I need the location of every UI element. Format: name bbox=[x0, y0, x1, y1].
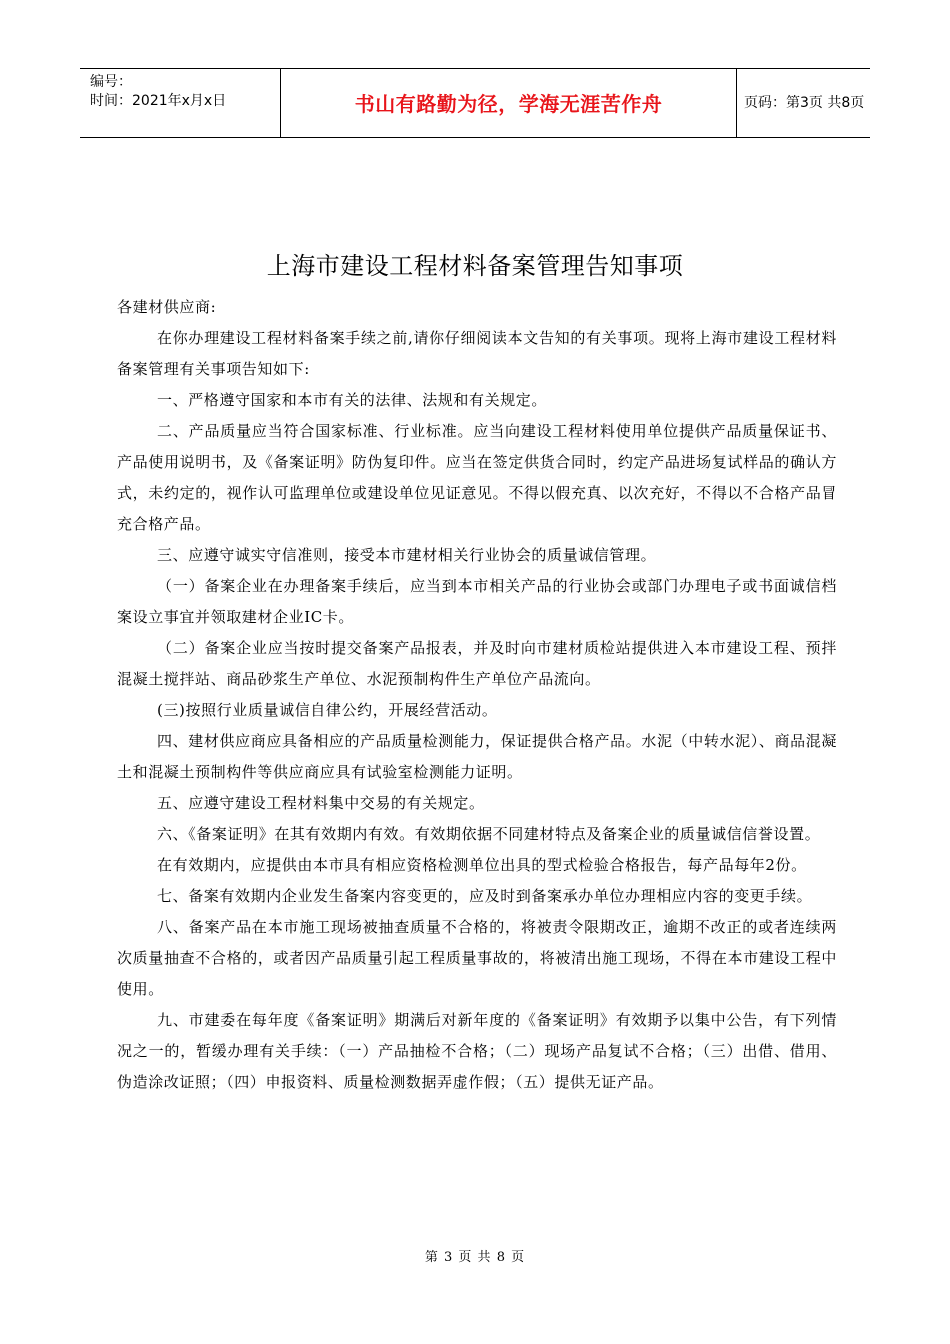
document-body bbox=[117, 292, 837, 1098]
paragraph-intro: 在你办理建设工程材料备案手续之前,请你仔细阅读本文告知的有关事项。现将上海市建设工程材料备案管理有关事项告知如下: bbox=[117, 329, 837, 378]
header-motto-cell bbox=[280, 69, 737, 137]
paragraph-item-3-1: （一）备案企业在办理备案手续后，应当到本市相关产品的行业协会或部门办理电子或书面诚信档案设立事宜并领取建材企业IC卡。 bbox=[117, 577, 837, 626]
document-time-label: 时间：2021年x月x日 bbox=[90, 93, 227, 109]
paragraph-item-6: 六、《备案证明》在其有效期内有效。有效期依据不同建材特点及备案企业的质量诚信信誉设置。 bbox=[157, 825, 821, 843]
salutation: 各建材供应商: bbox=[117, 298, 217, 316]
paragraph-item-5: 五、应遵守建设工程材料集中交易的有关规定。 bbox=[157, 794, 485, 812]
document-number-label: 编号： bbox=[90, 74, 132, 90]
paragraph-item-8: 八、备案产品在本市施工现场被抽查质量不合格的，将被责令限期改正，逾期不改正的或者连续两次质量抽查不合格的，或者因产品质量引起工程质量事故的，将被清出施工现场，不得在本市建设工程中使用。 bbox=[117, 918, 837, 998]
header-meta-cell bbox=[80, 69, 280, 137]
header-page-number: 页码：第3页 共8页 bbox=[744, 95, 865, 111]
page-header bbox=[80, 68, 870, 138]
paragraph-item-2: 二、产品质量应当符合国家标准、行业标准。应当向建设工程材料使用单位提供产品质量保证书、产品使用说明书，及《备案证明》防伪复印件。应当在签定供货合同时，约定产品进场复试样品的确认方式，未约定的，视作认可监理单位或建设单位见证意见。不得以假充真、以次充好，不得以不合格产品冒充合格产品。 bbox=[117, 422, 837, 533]
paragraph-item-3: 三、应遵守诚实守信准则，接受本市建材相关行业协会的质量诚信管理。 bbox=[157, 546, 657, 564]
page-footer: 第 3 页 共 8 页 bbox=[424, 1250, 526, 1265]
header-motto: 书山有路勤为径，学海无涯苦作舟 bbox=[354, 92, 663, 116]
paragraph-item-7: 七、备案有效期内企业发生备案内容变更的，应及时到备案承办单位办理相应内容的变更手续。 bbox=[157, 887, 813, 905]
paragraph-item-3-3: (三)按照行业质量诚信自律公约，开展经营活动。 bbox=[157, 701, 498, 719]
paragraph-item-6-note: 在有效期内，应提供由本市具有相应资格检测单位出具的型式检验合格报告，每产品每年2份。 bbox=[157, 856, 807, 874]
document-title: 上海市建设工程材料备案管理告知事项 bbox=[266, 252, 684, 280]
header-page-cell bbox=[736, 69, 870, 137]
paragraph-item-1: 一、严格遵守国家和本市有关的法律、法规和有关规定。 bbox=[157, 391, 548, 409]
paragraph-item-4: 四、建材供应商应具备相应的产品质量检测能力，保证提供合格产品。水泥（中转水泥）、商品混凝土和混凝土预制构件等供应商应具有试验室检测能力证明。 bbox=[117, 732, 837, 781]
paragraph-item-9: 九、市建委在每年度《备案证明》期满后对新年度的《备案证明》有效期予以集中公告，有下列情况之一的，暂缓办理有关手续：（一）产品抽检不合格；（二）现场产品复试不合格；（三）出借、借用、伪造涂改证照；（四）申报资料、质量检测数据弄虚作假；（五）提供无证产品。 bbox=[117, 1011, 837, 1091]
paragraph-item-3-2: （二）备案企业应当按时提交备案产品报表，并及时向市建材质检站提供进入本市建设工程、预拌混凝土搅拌站、商品砂浆生产单位、水泥预制构件生产单位产品流向。 bbox=[117, 639, 837, 688]
